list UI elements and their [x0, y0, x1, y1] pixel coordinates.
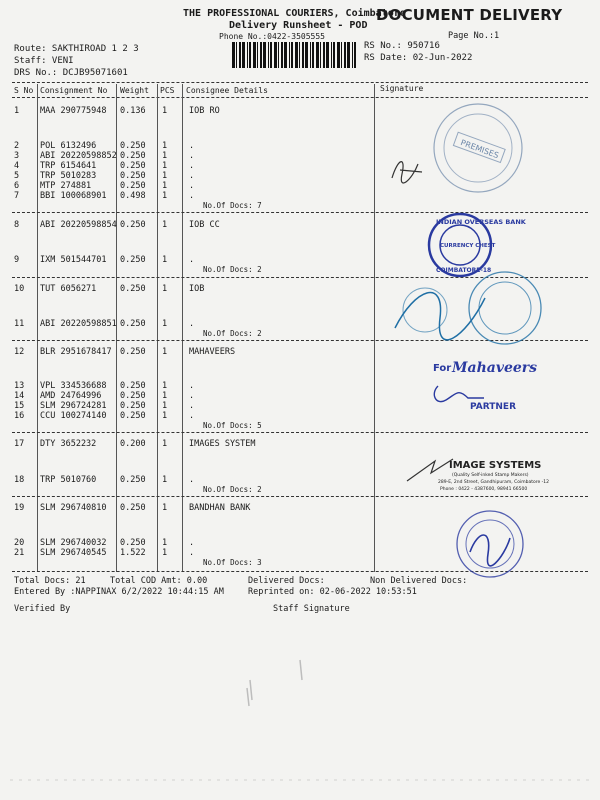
docs-count: No.Of Docs: 5	[203, 421, 262, 430]
barcode-bar	[249, 42, 251, 68]
barcode-bar	[337, 42, 340, 68]
partner-label: PARTNER	[470, 402, 517, 412]
barcode-bar	[295, 42, 298, 68]
barcode-bar	[260, 42, 262, 68]
row-sno: 10	[14, 284, 25, 294]
barcode-bar	[320, 42, 321, 68]
group-divider	[12, 496, 588, 497]
barcode-bar	[289, 42, 290, 68]
row-sno: 20	[14, 538, 25, 548]
row-consignment: SLM 296740545	[40, 548, 107, 558]
row-weight: 0.498	[120, 191, 146, 201]
row-sno: 17	[14, 439, 25, 449]
row-dot: .	[189, 475, 195, 485]
total-cod: Total COD Amt: 0.00	[110, 576, 208, 586]
col-sno: S No	[14, 86, 34, 95]
row-pcs: 1	[162, 220, 168, 230]
row-weight: 0.250	[120, 141, 146, 151]
row-sno: 2	[14, 141, 20, 151]
row-pcs: 1	[162, 411, 168, 421]
iob-stamp	[385, 268, 565, 358]
row-weight: 0.250	[120, 401, 146, 411]
row-dot: .	[189, 255, 195, 265]
row-dot: .	[189, 538, 195, 548]
barcode-bar	[232, 42, 235, 68]
docs-count: No.Of Docs: 7	[203, 201, 262, 210]
row-sno: 14	[14, 391, 25, 401]
row-pcs: 1	[162, 161, 168, 171]
docs-count: No.Of Docs: 2	[203, 329, 262, 338]
row-consignment: IXM 501544701	[40, 255, 107, 265]
barcode-bar	[239, 42, 241, 68]
row-dot: .	[189, 151, 195, 161]
row-consignment: BBI 100068901	[40, 191, 107, 201]
row-sno: 19	[14, 503, 25, 513]
reprinted-on: Reprinted on: 02-06-2022 10:53:51	[248, 587, 417, 597]
row-consignment: AMD 24764996	[40, 391, 102, 401]
row-sno: 4	[14, 161, 20, 171]
row-sno: 13	[14, 381, 25, 391]
row-dot: .	[189, 161, 195, 171]
row-dot: .	[189, 548, 195, 558]
row-consignment: TRP 6154641	[40, 161, 97, 171]
image-systems-address: 289-E, 2nd Street, Gandhipuram, Coimbatore -12	[438, 480, 550, 485]
row-pcs: 1	[162, 151, 168, 161]
verified-by: Verified By	[14, 604, 71, 614]
non-delivered-docs: Non Delivered Docs:	[370, 576, 468, 586]
coimbatore-text: COIMBATORE-18	[436, 267, 492, 274]
staff-signature-label: Staff Signature	[273, 604, 350, 614]
barcode-bar	[352, 42, 353, 68]
row-weight: 0.250	[120, 220, 146, 230]
delivered-docs: Delivered Docs:	[248, 576, 325, 586]
total-docs: Total Docs: 21	[14, 576, 86, 586]
col-pcs: PCS	[160, 86, 175, 95]
route: Route: SAKTHIROAD 1 2 3	[14, 44, 139, 54]
row-sno: 6	[14, 181, 20, 191]
row-consignment: CCU 100274140	[40, 411, 107, 421]
row-dot: .	[189, 171, 195, 181]
staff: Staff: VENI	[14, 56, 74, 66]
col-divider	[182, 84, 183, 572]
docs-count: No.Of Docs: 2	[203, 485, 262, 494]
row-dot: .	[189, 191, 195, 201]
row-weight: 0.250	[120, 171, 146, 181]
row-sno: 12	[14, 347, 25, 357]
barcode-bar	[347, 42, 350, 68]
premises-label: PREMISES	[459, 138, 500, 161]
row-weight: 0.250	[120, 161, 146, 171]
barcode-bar	[312, 42, 314, 68]
row-consignment: TUT 6056271	[40, 284, 97, 294]
barcode-bar	[281, 42, 283, 68]
barcode-bar	[236, 42, 237, 68]
row-weight: 0.250	[120, 538, 146, 548]
barcode-bar	[331, 42, 332, 68]
row-dot: .	[189, 141, 195, 151]
row-sno: 8	[14, 220, 20, 230]
barcode-bar	[268, 42, 269, 68]
row-weight: 0.250	[120, 181, 146, 191]
row-consignment: MTP 274881	[40, 181, 92, 191]
col-signature: Signature	[380, 84, 424, 93]
row-pcs: 1	[162, 439, 168, 449]
row-consignment: DTY 3652232	[40, 439, 97, 449]
mahaveers-logo: Mahaveers	[452, 360, 538, 376]
barcode-bar	[305, 42, 308, 68]
barcode-bar	[242, 42, 245, 68]
docs-count: No.Of Docs: 3	[203, 558, 262, 567]
row-consignment: SLM 296740032	[40, 538, 107, 548]
barcode-bar	[354, 42, 356, 68]
row-pcs: 1	[162, 106, 168, 116]
row-dot: .	[189, 401, 195, 411]
row-sno: 5	[14, 171, 20, 181]
row-weight: 0.250	[120, 347, 146, 357]
row-pcs: 1	[162, 381, 168, 391]
group-divider	[12, 212, 588, 213]
row-sno: 18	[14, 475, 25, 485]
entered-by: Entered By :NAPPINAX 6/2/2022 10:44:15 AM	[14, 587, 224, 597]
barcode-bar	[341, 42, 342, 68]
barcode	[232, 42, 358, 68]
barcode-bar	[344, 42, 346, 68]
image-systems-phone: Phone : 0422 - 4387600, 98941 66500	[440, 487, 528, 492]
row-pcs: 1	[162, 475, 168, 485]
group-divider	[12, 432, 588, 433]
row-weight: 0.250	[120, 255, 146, 265]
image-systems-sub: (Quality Self-inked Stamp Makers)	[452, 473, 529, 478]
image-systems-name: IMAGE SYSTEMS	[449, 460, 542, 471]
row-sno: 7	[14, 191, 20, 201]
row-consignment: MAA 290775948	[40, 106, 107, 116]
document-type-title: DOCUMENT DELIVERY	[376, 6, 563, 24]
row-pcs: 1	[162, 181, 168, 191]
header-top-rule	[12, 82, 588, 83]
barcode-bar	[316, 42, 319, 68]
row-sno: 16	[14, 411, 25, 421]
rs-number: RS No.: 950716	[364, 41, 440, 51]
barcode-bar	[323, 42, 325, 68]
row-pcs: 1	[162, 503, 168, 513]
row-consignment: VPL 334536688	[40, 381, 107, 391]
row-pcs: 1	[162, 171, 168, 181]
row-dot: .	[189, 391, 195, 401]
for-label: For	[433, 363, 452, 374]
signature-1	[388, 150, 428, 190]
barcode-bar	[270, 42, 272, 68]
consignee-name: IMAGES SYSTEM	[189, 439, 256, 449]
barcode-bar	[284, 42, 287, 68]
docs-count: No.Of Docs: 2	[203, 265, 262, 274]
row-dot: .	[189, 381, 195, 391]
consignee-name: IOB	[189, 284, 205, 294]
rs-date: RS Date: 02-Jun-2022	[364, 53, 473, 63]
consignee-name: BANDHAN BANK	[189, 503, 251, 513]
row-weight: 0.250	[120, 391, 146, 401]
row-consignment: ABI 20220598851	[40, 319, 117, 329]
row-consignment: ABI 20220598854	[40, 220, 117, 230]
bandhan-stamp	[448, 508, 528, 580]
col-divider	[157, 84, 158, 572]
currency-chest-text: CURRENCY CHEST	[440, 243, 496, 249]
runsheet-title: Delivery Runsheet - POD	[229, 20, 368, 31]
drs-number: DRS No.: DCJB95071601	[14, 68, 128, 78]
barcode-bar	[257, 42, 258, 68]
row-weight: 0.250	[120, 381, 146, 391]
row-weight: 0.136	[120, 106, 146, 116]
row-weight: 0.250	[120, 151, 146, 161]
row-weight: 0.250	[120, 503, 146, 513]
barcode-bar	[310, 42, 311, 68]
barcode-bar	[291, 42, 293, 68]
row-weight: 0.250	[120, 319, 146, 329]
row-dot: .	[189, 181, 195, 191]
row-dot: .	[189, 411, 195, 421]
row-weight: 1.522	[120, 548, 146, 558]
barcode-bar	[326, 42, 329, 68]
col-divider	[374, 84, 375, 572]
row-consignment: POL 6132496	[40, 141, 97, 151]
row-pcs: 1	[162, 401, 168, 411]
row-weight: 0.250	[120, 475, 146, 485]
consignee-name: MAHAVEERS	[189, 347, 236, 357]
row-sno: 15	[14, 401, 25, 411]
row-pcs: 1	[162, 141, 168, 151]
barcode-bar	[278, 42, 279, 68]
scan-noise	[0, 640, 600, 800]
row-consignment: SLM 296740810	[40, 503, 107, 513]
iob-ro-stamp	[430, 100, 526, 196]
row-pcs: 1	[162, 284, 168, 294]
col-consignment: Consignment No	[40, 86, 108, 95]
row-pcs: 1	[162, 347, 168, 357]
row-consignment: BLR 2951678417	[40, 347, 112, 357]
consignee-name: IOB CC	[189, 220, 220, 230]
row-sno: 9	[14, 255, 20, 265]
row-pcs: 1	[162, 255, 168, 265]
row-weight: 0.200	[120, 439, 146, 449]
company-name: THE PROFESSIONAL COURIERS, Coimbatore	[183, 8, 406, 19]
barcode-bar	[263, 42, 266, 68]
barcode-bar	[274, 42, 277, 68]
row-sno: 21	[14, 548, 25, 558]
row-pcs: 1	[162, 538, 168, 548]
row-consignment: TRP 5010283	[40, 171, 97, 181]
barcode-bar	[333, 42, 335, 68]
row-pcs: 1	[162, 191, 168, 201]
row-sno: 3	[14, 151, 20, 161]
barcode-bar	[247, 42, 248, 68]
row-consignment: TRP 5010760	[40, 475, 97, 485]
iob-stamp-text: INDIAN OVERSEAS BANK	[436, 218, 526, 226]
page-number: Page No.:1	[448, 31, 500, 41]
row-dot: .	[189, 319, 195, 329]
row-weight: 0.250	[120, 284, 146, 294]
header-bottom-rule	[12, 97, 588, 98]
col-weight: Weight	[120, 86, 149, 95]
consignee-name: IOB RO	[189, 106, 220, 116]
row-pcs: 1	[162, 319, 168, 329]
barcode-bar	[302, 42, 304, 68]
row-pcs: 1	[162, 391, 168, 401]
col-consignee: Consignee Details	[186, 86, 268, 95]
row-pcs: 1	[162, 548, 168, 558]
row-weight: 0.250	[120, 411, 146, 421]
col-divider	[37, 84, 38, 572]
barcode-bar	[299, 42, 300, 68]
row-consignment: ABI 20220598852	[40, 151, 117, 161]
barcode-bar	[253, 42, 256, 68]
row-sno: 1	[14, 106, 20, 116]
row-consignment: SLM 296724281	[40, 401, 107, 411]
phone-number: Phone No.:0422-3505555	[219, 32, 325, 41]
row-sno: 11	[14, 319, 25, 329]
